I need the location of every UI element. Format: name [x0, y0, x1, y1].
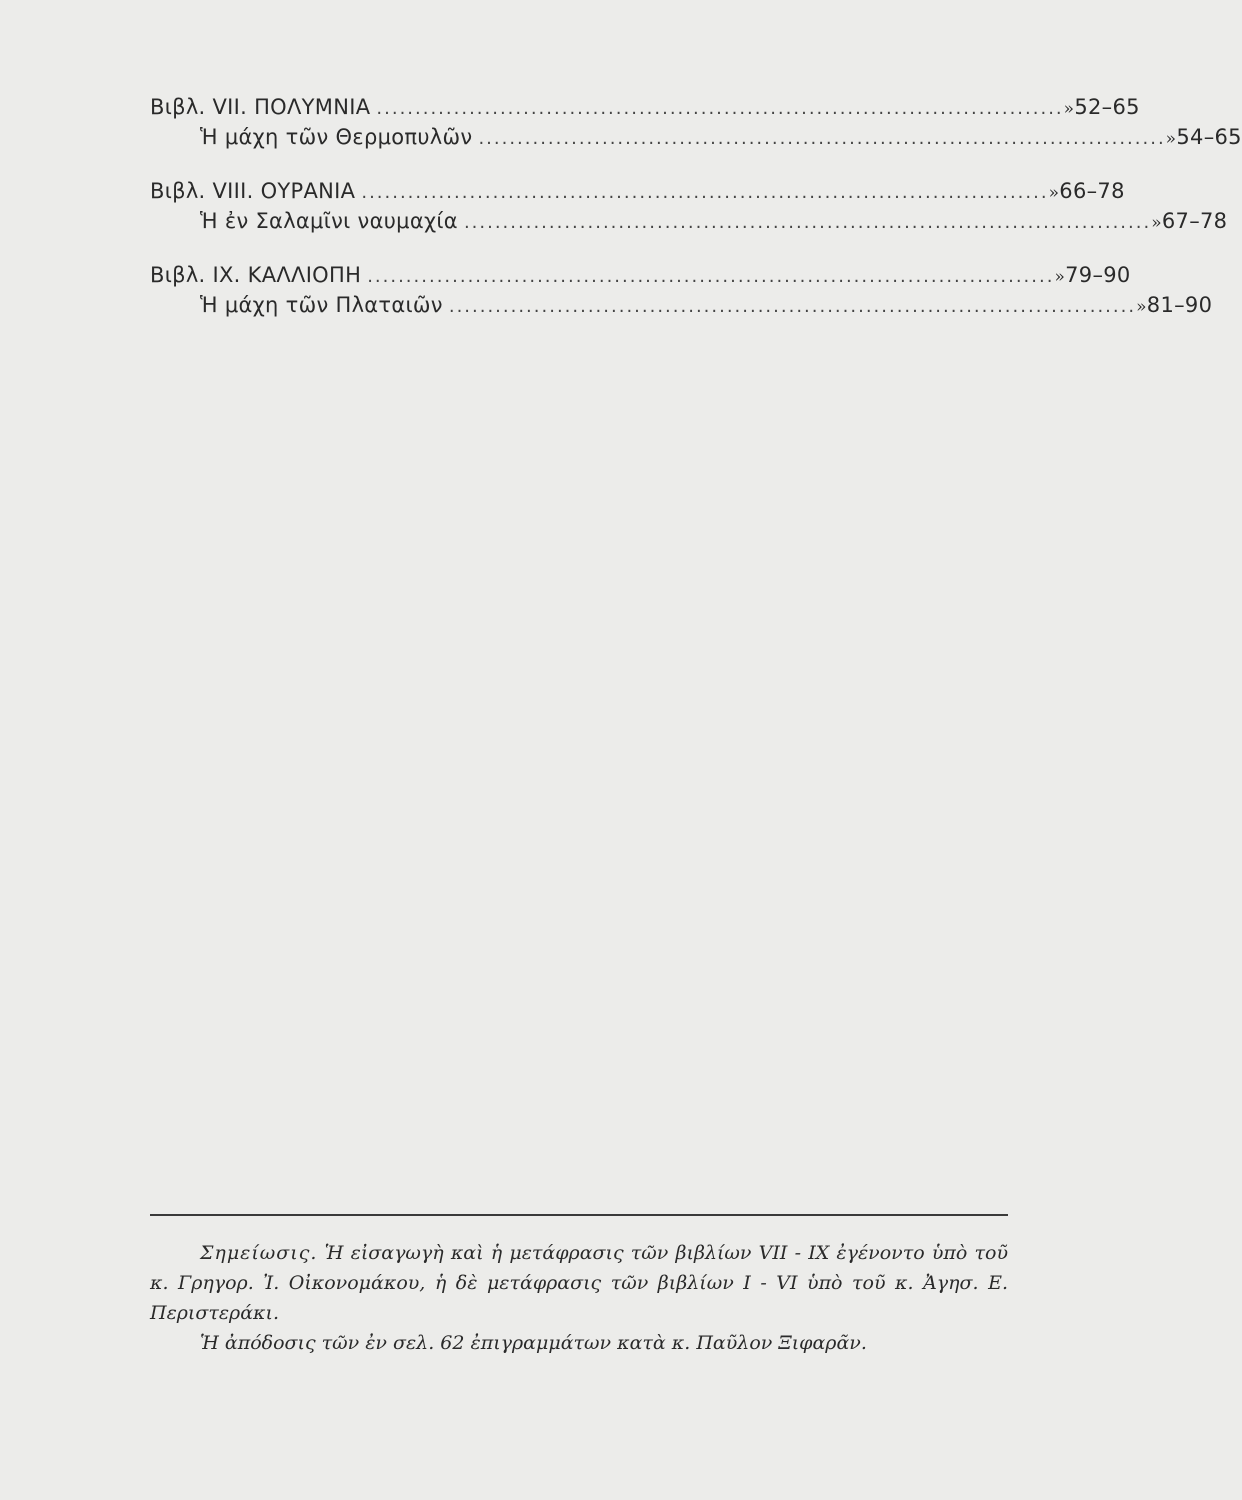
toc-entry-book-9 [150, 260, 1131, 290]
toc-group-book-7 [150, 92, 1242, 152]
toc-page-range: 67–78 [1161, 209, 1228, 233]
dot-leader: ......................................................................................... [448, 296, 1137, 317]
toc-guillemet: » [1151, 213, 1162, 233]
toc-subentry-book-9 [150, 290, 1213, 320]
toc-subentry-title: Ἡ μάχη τῶν Πλαταιῶν [200, 293, 443, 317]
toc-entry-title: Βιβλ. VIII. ΟΥΡΑΝΙΑ [150, 179, 356, 203]
toc-subentry-title: Ἡ μάχη τῶν Θερμοπυλῶν [200, 125, 473, 149]
dot-leader: ......................................................................................... [463, 212, 1152, 233]
footnote-1 [150, 1238, 1008, 1328]
toc-page-range: 79–90 [1065, 263, 1131, 287]
toc-entry-title: Βιβλ. VII. ΠΟΛΥΜΝΙΑ [150, 95, 371, 119]
toc-group-book-8 [150, 176, 1228, 236]
toc-guillemet: » [1054, 267, 1066, 287]
footnote-text: Ἡ εἰσαγωγὴ καὶ ἡ μετάφρασις τῶν βιβλίων VII - IX ἐγένοντο ὑπὸ τοῦ κ. Γρηγορ. Ἰ. Οἰκονομάκου, ἡ δὲ μετάφρασις τῶν βιβλίων I - VI ὑπὸ τοῦ κ. Ἀγησ. Ε. Περιστεράκι. [150, 1242, 1008, 1324]
toc-page-range: 66–78 [1059, 179, 1125, 203]
toc-group-book-9 [150, 260, 1213, 320]
dot-leader: ......................................................................................... [361, 182, 1049, 203]
toc-page-range: 54–65 [1176, 125, 1242, 149]
toc-guillemet: » [1165, 129, 1177, 149]
toc-subentry-title: Ἡ ἐν Σαλαμῖνι ναυμαχία [200, 209, 458, 233]
toc-guillemet: » [1063, 99, 1075, 119]
footnote-divider [150, 1214, 1008, 1216]
toc-guillemet: » [1136, 297, 1147, 317]
toc-page-range: 81–90 [1146, 293, 1213, 317]
toc-entry-book-7 [150, 92, 1140, 122]
toc-entry-book-8 [150, 176, 1125, 206]
toc-guillemet: » [1048, 183, 1060, 203]
dot-leader: ......................................................................................... [478, 128, 1166, 149]
footnote-label: Σημείωσις. [200, 1242, 318, 1264]
toc-subentry-book-7 [150, 122, 1242, 152]
toc-entry-title: Βιβλ. IX. ΚΑΛΛΙΟΠΗ [150, 263, 362, 287]
toc-subentry-book-8 [150, 206, 1228, 236]
footnote-2: Ἡ ἀπόδοσις τῶν ἐν σελ. 62 ἐπιγραμμάτων κατὰ κ. Παῦλον Ξιφαρᾶν. [200, 1332, 867, 1354]
table-of-contents [150, 92, 1242, 344]
toc-page-range: 52–65 [1074, 95, 1140, 119]
dot-leader: ......................................................................................... [367, 266, 1055, 287]
dot-leader: ......................................................................................... [376, 98, 1064, 119]
footnotes [150, 1238, 1008, 1358]
